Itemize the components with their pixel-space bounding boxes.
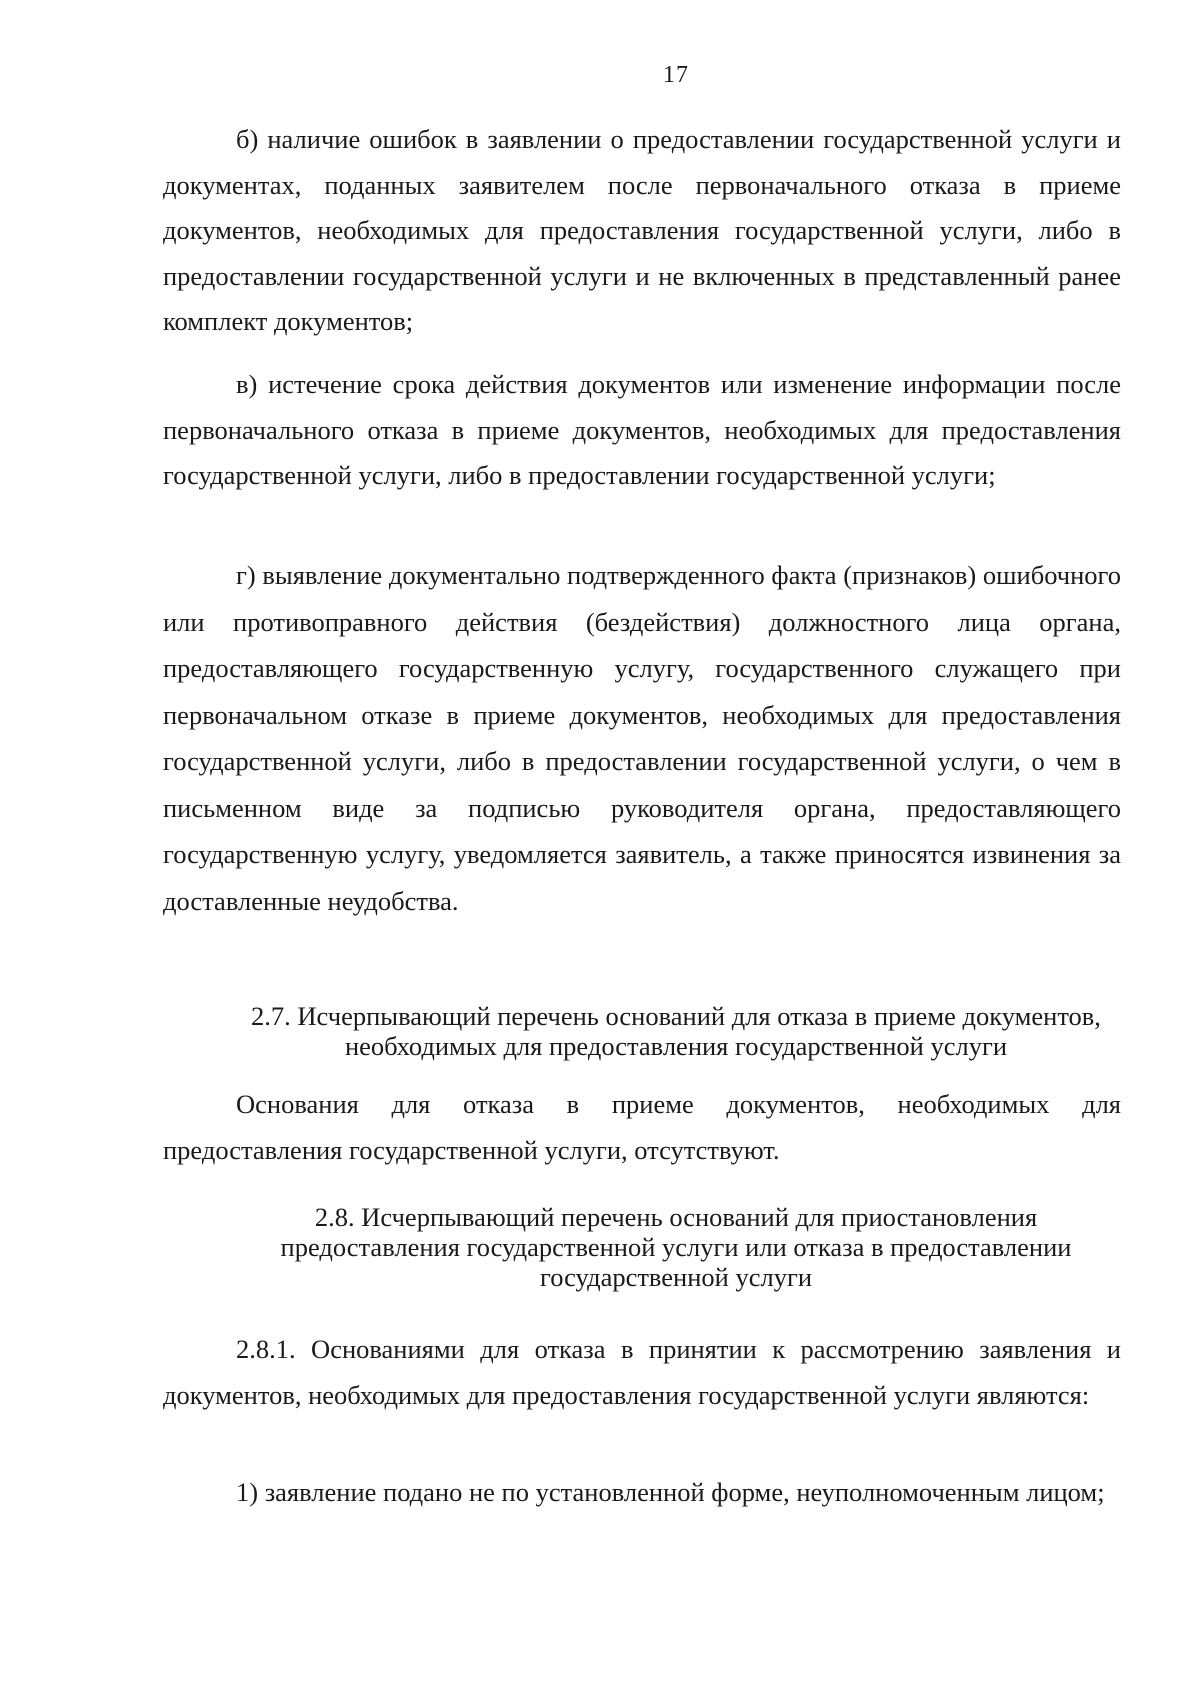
section-2-7-text: Основания для отказа в приеме документов, необходимых для предоставления государственной услуги, отсутствуют. bbox=[163, 1089, 1121, 1165]
section-2-8-1-paragraph bbox=[163, 1327, 1121, 1418]
paragraph-g bbox=[163, 552, 1121, 924]
section-2-8-item-1 bbox=[163, 1470, 1121, 1516]
paragraph-b bbox=[163, 117, 1121, 345]
section-2-8-heading: 2.8. Исчерпывающий перечень оснований для приостановления предоставления государственной услуги или отказа в предоставлении государственной услуги bbox=[280, 1202, 1072, 1292]
section-2-8-1-text: 2.8.1. Основаниями для отказа в принятии к рассмотрению заявления и документов, необходимых для предоставления государственной услуги являются: bbox=[163, 1334, 1121, 1410]
paragraph-v bbox=[163, 362, 1121, 499]
paragraph-g-text: г) выявление документально подтвержденного факта (признаков) ошибочного или противоправного действия (бездействия) должностного лица органа, предоставляющего государственную услугу, государственного служащего при первоначальном отказе в приеме документов, необходимых для предоставления государственной услуги, либо в предоставлении государственной услуги, о чем в письменном виде за подписью руководителя органа, предоставляющего государственную услугу, уведомляется заявитель, а также приносятся извинения за доставленные неудобства. bbox=[163, 560, 1121, 916]
section-2-7-heading: 2.7. Исчерпывающий перечень оснований для отказа в приеме документов, необходимых для предоставления государственной услуги bbox=[251, 1001, 1101, 1061]
page-number: 17 bbox=[663, 62, 689, 88]
section-2-7-paragraph bbox=[163, 1082, 1121, 1173]
paragraph-b-text: б) наличие ошибок в заявлении о предоставлении государственной услуги и документах, поданных заявителем после первоначального отказа в приеме документов, необходимых для предоставления государственной услуги, либо в предоставлении государственной услуги и не включенных в представленный ранее комплект документов; bbox=[163, 124, 1121, 336]
paragraph-v-text: в) истечение срока действия документов или изменение информации после первоначального отказа в приеме документов, необходимых для предоставления государственной услуги, либо в предоставлении государственной услуги; bbox=[163, 369, 1121, 490]
section-2-8-item-1-text: 1) заявление подано не по установленной форме, неуполномоченным лицом; bbox=[236, 1477, 1105, 1507]
